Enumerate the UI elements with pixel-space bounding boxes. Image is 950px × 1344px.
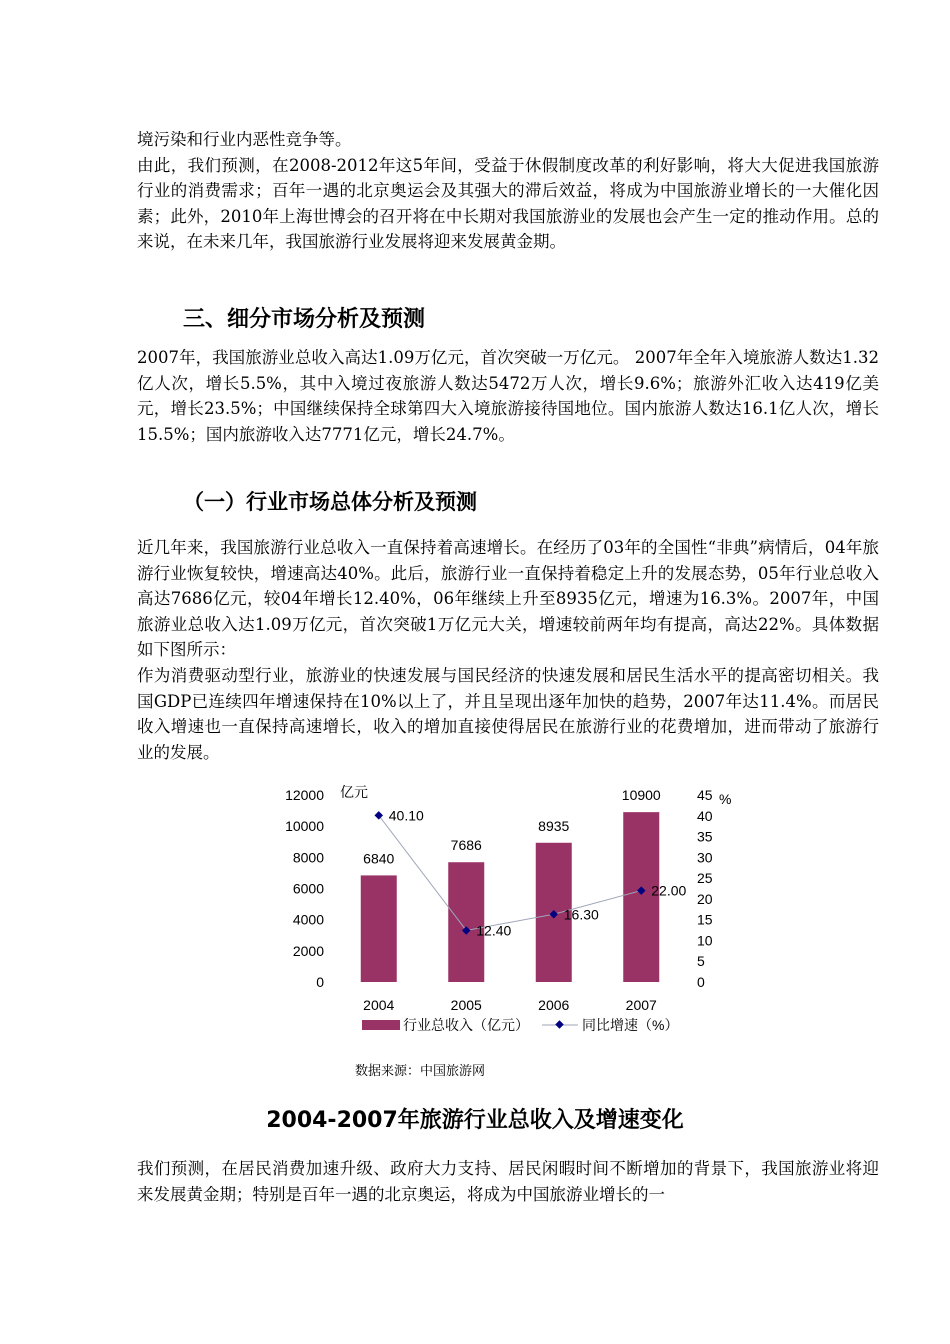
right-tick-label: 10 — [697, 932, 713, 949]
growth-value-label: 40.10 — [388, 807, 424, 824]
x-tick-label: 2006 — [538, 997, 570, 1013]
revenue-growth-chart — [270, 780, 750, 1050]
paragraph: 2007年，我国旅游业总收入高达1.09万亿元，首次突破一万亿元。 2007年全年入境旅游人数达1.32亿人次，增长5.5%，其中入境过夜旅游人数达5472万人次，增长9.6%；旅游外汇收入达419亿美元，增长23.5%；中国继续保持全球第四大入境旅游接待国地位。国内旅游人数达16.1亿人次，增长15.5%；国内旅游收入达7771亿元，增长24.7%。 — [137, 348, 879, 444]
right-tick-label: 45 — [697, 787, 713, 803]
chart-source: 数据来源：中国旅游网 — [355, 1064, 486, 1079]
growth-line — [379, 815, 642, 930]
growth-point-2004 — [375, 811, 383, 819]
subsection-text — [137, 535, 879, 765]
right-axis-ticks — [697, 787, 713, 990]
section-text — [137, 345, 879, 447]
figure-caption: 2004-2007年旅游行业总收入及增速变化 — [266, 1108, 684, 1133]
subsection-heading: （一）行业市场总体分析及预测 — [183, 490, 477, 514]
left-tick-label: 0 — [316, 974, 324, 990]
paragraph: 境污染和行业内恶性竞争等。 — [137, 130, 352, 149]
right-tick-label: 25 — [697, 870, 713, 887]
paragraph: 由此，我们预测，在2008-2012年这5年间，受益于休假制度改革的利好影响，将大大促进我国旅游行业的消费需求；百年一遇的北京奥运会及其强大的滞后效益，将成为中国旅游业增长的一大催化因素；此外，2010年上海世博会的召开将在中长期对我国旅游业的发展也会产生一定的推动作用。总的来说，在未来几年，我国旅游行业发展将迎来发展黄金期。 — [137, 155, 879, 252]
left-axis-unit: 亿元 — [340, 784, 368, 800]
right-tick-label: 5 — [697, 953, 705, 970]
legend-swatch-bar — [362, 1020, 400, 1030]
x-tick-label: 2005 — [450, 997, 482, 1013]
left-tick-label: 6000 — [292, 880, 324, 897]
bar-value-label: 7686 — [450, 837, 482, 854]
bar-value-label: 8935 — [538, 817, 570, 834]
growth-value-label: 22.00 — [651, 882, 687, 899]
growth-value-label: 16.30 — [563, 906, 599, 923]
intro-text — [137, 127, 879, 255]
x-tick-label: 2007 — [625, 997, 657, 1013]
right-tick-label: 20 — [697, 890, 713, 907]
section-heading: 三、细分市场分析及预测 — [183, 307, 426, 332]
growth-value-label: 12.40 — [476, 922, 512, 939]
bar-2004 — [361, 875, 397, 982]
x-axis-labels — [363, 997, 657, 1013]
left-tick-label: 10000 — [285, 818, 324, 835]
paragraph: 作为消费驱动型行业，旅游业的快速发展与国民经济的快速发展和居民生活水平的提高密切相关。我国GDP已连续四年增速保持在10%以上了，并且呈现出逐年加快的趋势，2007年达11.4%。而居民收入增速也一直保持高速增长，收入的增加直接使得居民在旅游行业的花费增加，进而带动了旅游行业的发展。 — [137, 665, 879, 762]
right-tick-label: 15 — [697, 911, 713, 928]
x-tick-label: 2004 — [363, 997, 395, 1013]
right-tick-label: 30 — [697, 849, 713, 866]
paragraph: 近几年来，我国旅游行业总收入一直保持着高速增长。在经历了03年的全国性“非典”病情后，04年旅游行业恢复较快，增速高达40%。此后，旅游行业一直保持着稳定上升的发展态势，05年行业总收入高达7686亿元，较04年增长12.40%，06年继续上升至8935亿元，增速为16.3%。2007年，中国旅游业总收入达1.09万亿元，首次突破1万亿元大关，增速较前两年均有提高，高达22%。具体数据如下图所示： — [137, 538, 879, 660]
left-tick-label: 8000 — [292, 849, 324, 866]
left-tick-label: 4000 — [292, 911, 324, 928]
left-axis-ticks — [285, 787, 324, 990]
legend-label-line: 同比增速（%） — [582, 1017, 679, 1033]
right-tick-label: 35 — [697, 828, 713, 845]
legend-label-bar: 行业总收入（亿元） — [403, 1017, 529, 1033]
legend-marker — [555, 1020, 563, 1028]
bar-value-label: 6840 — [363, 850, 395, 867]
right-tick-label: 0 — [697, 974, 705, 990]
left-tick-label: 2000 — [292, 942, 324, 959]
chart-legend — [362, 1017, 678, 1033]
paragraph: 我们预测，在居民消费加速升级、政府大力支持、居民闲暇时间不断增加的背景下，我国旅游业将迎来发展黄金期；特别是百年一遇的北京奥运，将成为中国旅游业增长的一 — [137, 1159, 879, 1204]
left-tick-label: 12000 — [285, 787, 324, 803]
bar-value-label: 10900 — [621, 787, 661, 804]
bottom-text — [137, 1156, 879, 1207]
right-tick-label: 40 — [697, 807, 713, 824]
right-axis-unit: % — [719, 791, 732, 807]
